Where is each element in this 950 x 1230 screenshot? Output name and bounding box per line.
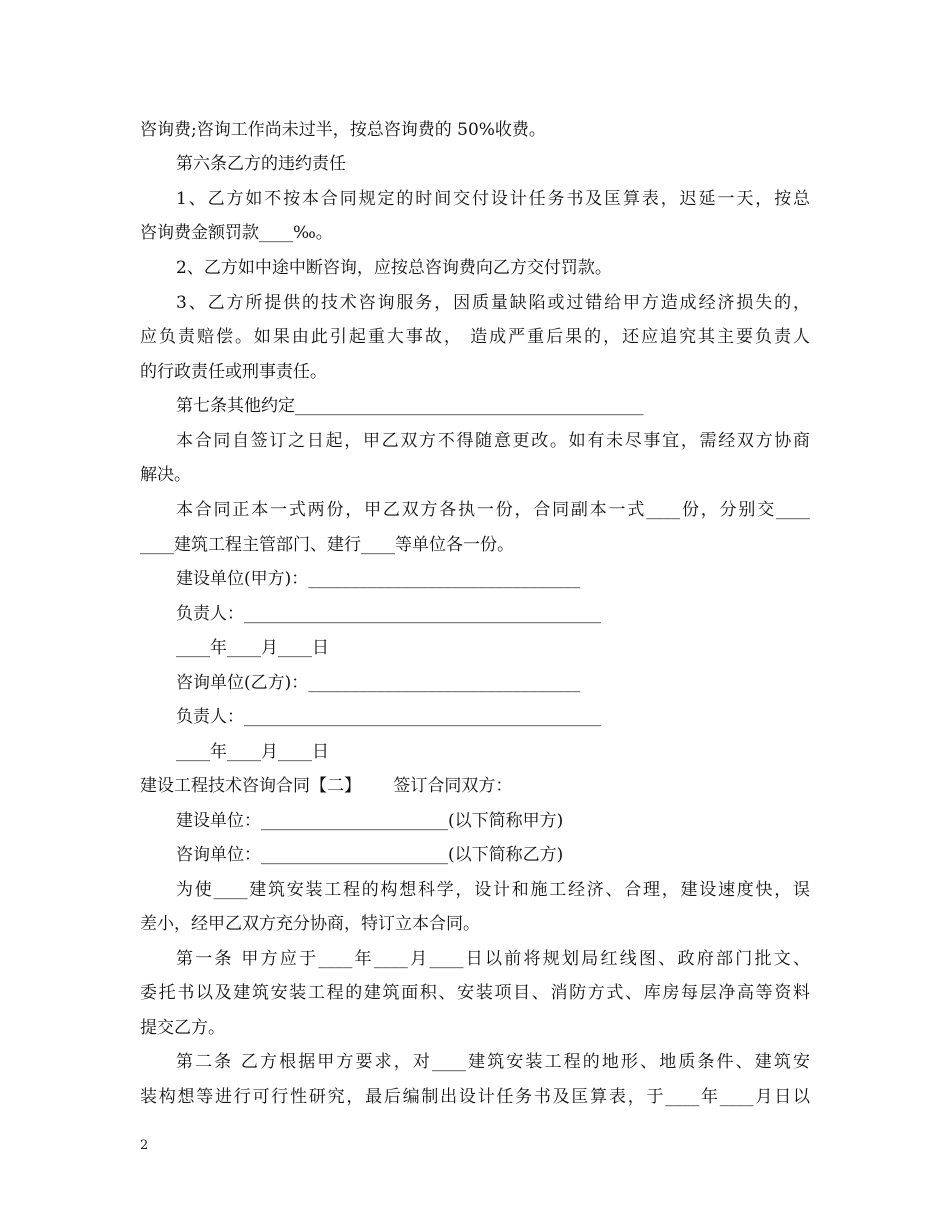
signature-field: 建设单位(甲方)：________________________________: [176, 569, 581, 589]
text-line: 为使____建筑安装工程的构想科学，设计和施工经济、合理，建设速度快，误: [176, 880, 810, 900]
party-field: 建设单位：______________________(以下简称甲方): [176, 811, 564, 831]
text-line: ____建筑工程主管部门、建行____等单位各一份。: [140, 535, 514, 555]
date-field: ____年____月____日: [176, 742, 329, 762]
text-line: 的行政责任或刑事责任。: [140, 362, 327, 382]
party-field: 咨询单位：______________________(以下简称乙方): [176, 845, 564, 865]
text-line: 提交乙方。: [140, 1018, 225, 1038]
document-title: 建设工程技术咨询合同【二】 签订合同双方：: [140, 776, 513, 796]
text-line: 本合同自签订之日起，甲乙双方不得随意更改。如有未尽事宜，需经双方协商: [176, 431, 810, 451]
date-field: ____年____月____日: [176, 638, 329, 658]
page-number: 2: [140, 1138, 149, 1153]
text-line: 装构想等进行可行性研究，最后编制出设计任务书及匡算表，于____年____月日以: [140, 1087, 810, 1107]
section-heading: 第七条其他约定_________________________________________: [176, 396, 644, 416]
text-line: 第一条 甲方应于____年____月____日以前将规划局红线图、政府部门批文、: [176, 949, 810, 969]
text-line: 3、乙方所提供的技术咨询服务，因质量缺陷或过错给甲方造成经济损失的，: [176, 293, 810, 313]
text-line: 应负责赔偿。如果由此引起重大事故， 造成严重后果的，还应追究其主要负责人: [140, 327, 810, 347]
text-line: 解决。: [140, 465, 191, 485]
text-line: 咨询费;咨询工作尚未过半，按总咨询费的 50%收费。: [140, 120, 546, 140]
section-heading: 第六条乙方的违约责任: [176, 154, 346, 174]
text-line: 本合同正本一式两份，甲乙双方各执一份，合同副本一式____份，分别交____: [176, 500, 810, 520]
signature-field: 咨询单位(乙方)：________________________________: [176, 673, 581, 693]
text-line: 2、乙方如中途中断咨询，应按总咨询费向乙方交付罚款。: [176, 258, 612, 278]
signature-field: 负责人：__________________________________________: [176, 604, 601, 624]
text-line: 咨询费金额罚款____‰。: [140, 223, 333, 243]
text-line: 委托书以及建筑安装工程的建筑面积、安装项目、消防方式、库房每层净高等资料: [140, 983, 810, 1003]
signature-field: 负责人：__________________________________________: [176, 707, 601, 727]
text-line: 1、乙方如不按本合同规定的时间交付设计任务书及匡算表，迟延一天，按总: [176, 189, 810, 209]
text-line: 第二条 乙方根据甲方要求，对____建筑安装工程的地形、地质条件、建筑安: [176, 1052, 810, 1072]
text-line: 差小，经甲乙双方充分协商，特订立本合同。: [140, 914, 480, 934]
